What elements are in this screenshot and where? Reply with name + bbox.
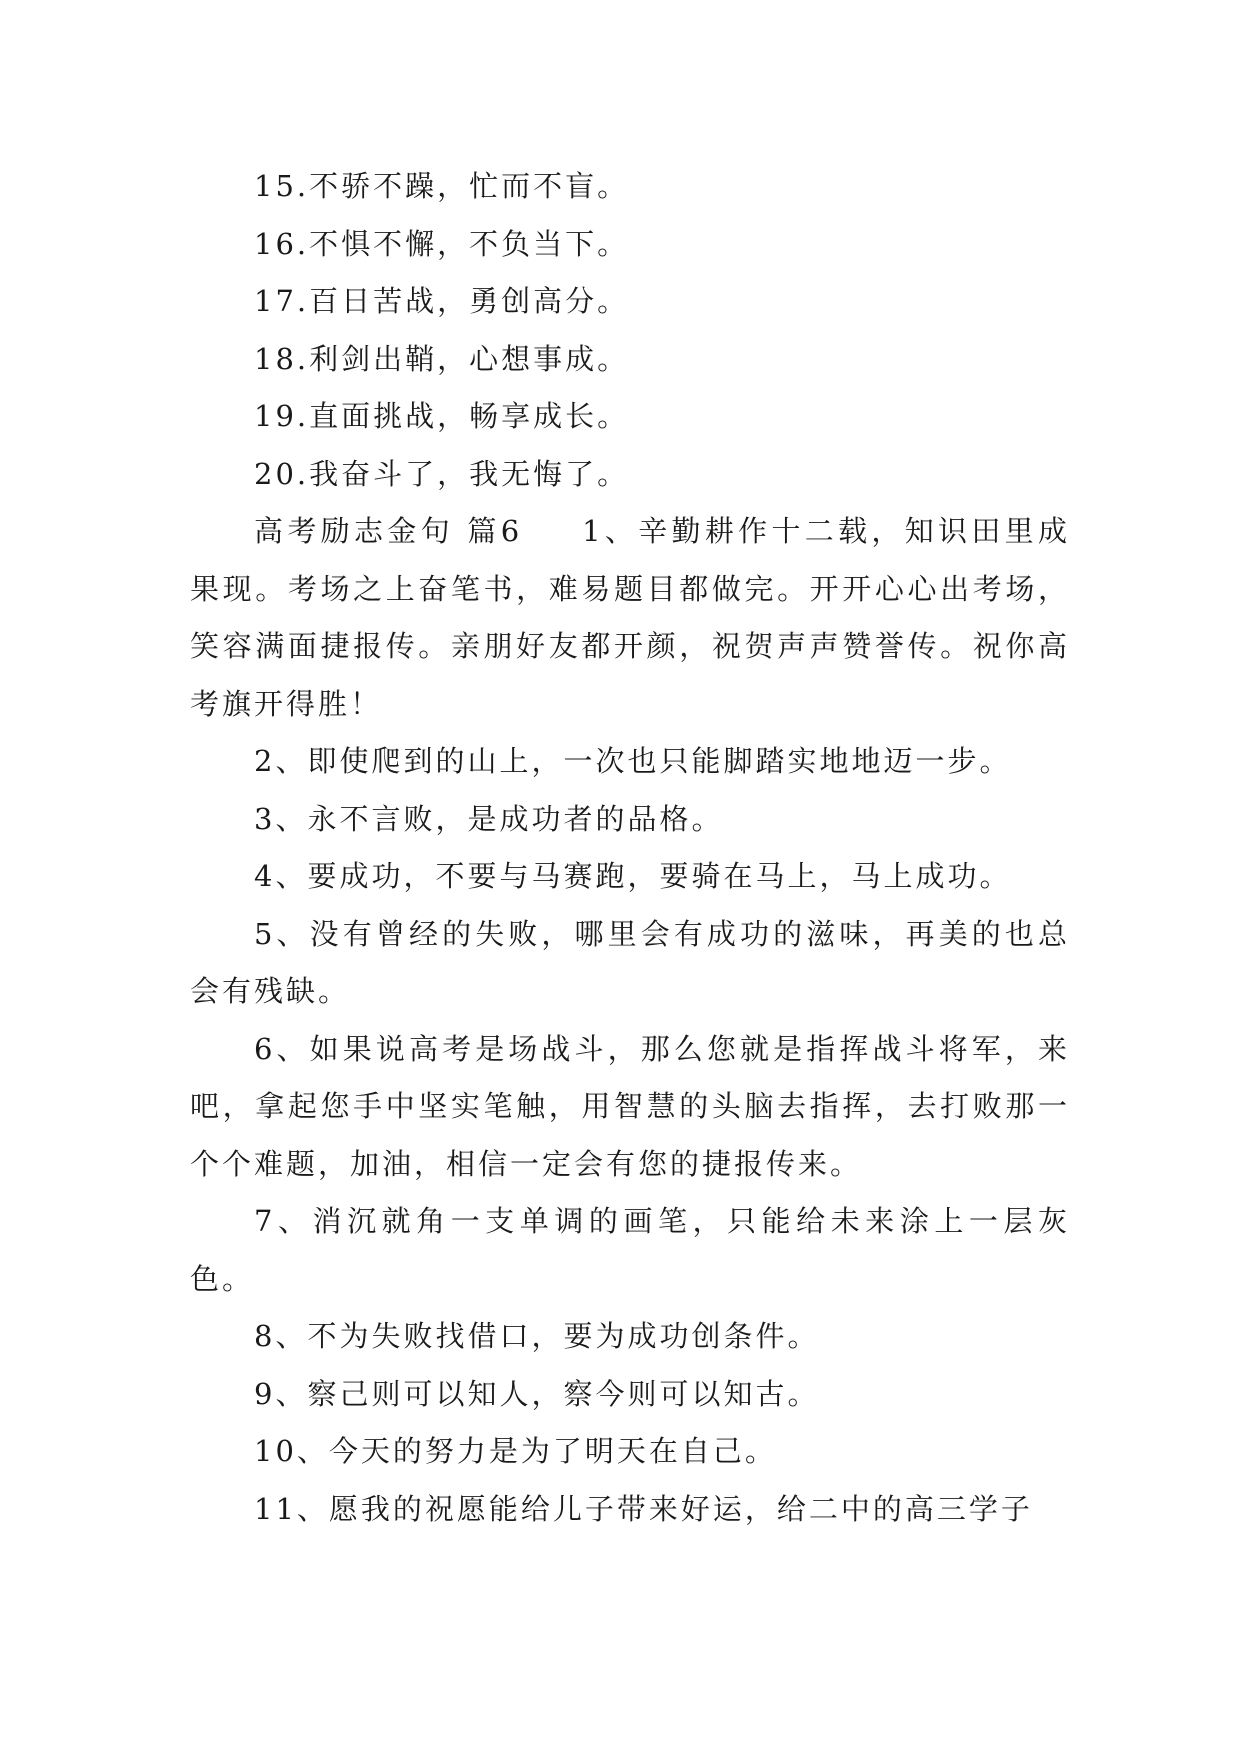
section-heading: 高考励志金句 篇6 bbox=[254, 514, 523, 548]
list-item: 11、愿我的祝愿能给儿子带来好运，给二中的高三学子 bbox=[254, 1491, 1033, 1526]
list-line: 16.不惧不懈，不负当下。 bbox=[254, 226, 630, 261]
document-body bbox=[190, 158, 1070, 1538]
list-item: 5、没有曾经的失败，哪里会有成功的滋味，再美的也总会有残缺。 bbox=[190, 916, 1070, 1008]
list-line: 19.直面挑战，畅享成长。 bbox=[254, 399, 630, 433]
list-line: 17.百日苦战，勇创高分。 bbox=[254, 284, 630, 318]
section-first-item: 1、辛勤耕作十二载，知识田里成果现。考场之上奋笔书，难易题目都做完。开开心心出考场，笑容满面捷报传。亲朋好友都开颜，祝贺声声赞誉传。祝你高考旗开得胜！ bbox=[190, 514, 1070, 721]
list-item: 6、如果说高考是场战斗，那么您就是指挥战斗将军，来吧，拿起您手中坚实笔触，用智慧的头脑去指挥，去打败那一个个难题，加油，相信一定会有您的捷报传来。 bbox=[190, 1031, 1070, 1181]
section-paragraph bbox=[190, 503, 1070, 733]
list-item: 7、消沉就角一支单调的画笔，只能给未来涂上一层灰色。 bbox=[190, 1204, 1070, 1296]
list-item: 3、永不言败，是成功者的品格。 bbox=[254, 801, 724, 836]
list-item: 4、要成功，不要与马赛跑，要骑在马上，马上成功。 bbox=[254, 859, 1012, 893]
list-item: 8、不为失败找借口，要为成功创条件。 bbox=[254, 1319, 820, 1353]
list-item: 10、今天的努力是为了明天在自己。 bbox=[254, 1434, 777, 1468]
list-item: 9、察己则可以知人，察今则可以知古。 bbox=[254, 1376, 820, 1411]
list-item: 2、即使爬到的山上，一次也只能脚踏实地地迈一步。 bbox=[254, 744, 1012, 778]
list-line: 18.利剑出鞘，心想事成。 bbox=[254, 341, 630, 376]
list-line: 15.不骄不躁，忙而不盲。 bbox=[254, 169, 630, 203]
list-line: 20.我奋斗了，我无悔了。 bbox=[254, 456, 630, 491]
